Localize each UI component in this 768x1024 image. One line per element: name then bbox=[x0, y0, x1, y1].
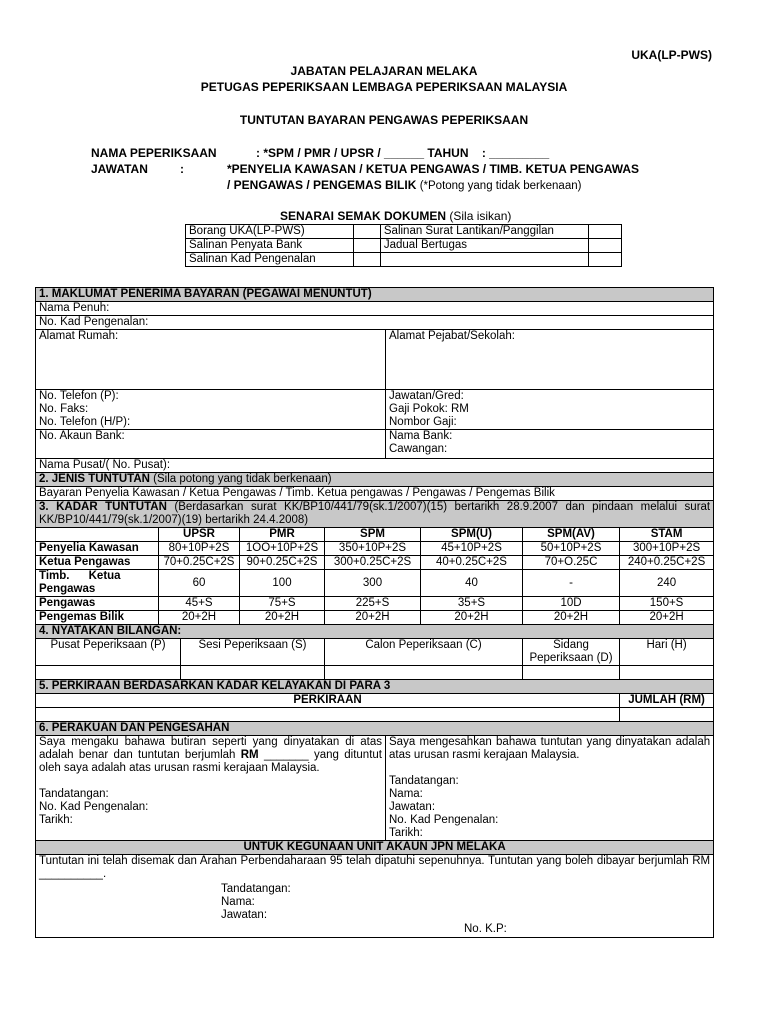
rate-cell: 225+S bbox=[325, 597, 421, 611]
section2-note: (Sila potong yang tidak berkenaan) bbox=[153, 473, 332, 485]
count-input[interactable] bbox=[620, 666, 714, 680]
checklist-title: SENARAI SEMAK DOKUMEN bbox=[280, 209, 447, 223]
checklist-checkbox[interactable] bbox=[353, 225, 380, 239]
job-fields[interactable] bbox=[386, 390, 714, 430]
checklist-item: Salinan Kad Pengenalan bbox=[186, 253, 354, 267]
bank-name-label: Nama Bank: bbox=[389, 430, 453, 442]
total-header: JUMLAH (RM) bbox=[620, 694, 714, 708]
rate-cell: 75+S bbox=[240, 597, 325, 611]
rate-cell: 80+10P+2S bbox=[159, 542, 240, 556]
section2-title: 2. JENIS TUNTUTAN bbox=[39, 473, 150, 485]
section2-heading bbox=[36, 473, 714, 487]
accounts-signature-label[interactable]: Tandatangan: bbox=[221, 883, 291, 895]
count-input[interactable] bbox=[36, 666, 181, 680]
position-grade-label: Jawatan/Gred: bbox=[389, 390, 464, 402]
checklist-heading bbox=[280, 209, 511, 223]
count-col-header: Hari (H) bbox=[620, 639, 714, 666]
accounts-unit-section bbox=[36, 855, 714, 938]
department-title: JABATAN PELAJARAN MELAKA bbox=[290, 64, 478, 78]
checklist-note: (Sila isikan) bbox=[449, 209, 512, 223]
checklist-item: Jadual Bertugas bbox=[380, 239, 588, 253]
count-col-header: Calon Peperiksaan (C) bbox=[325, 639, 523, 666]
rate-cell: 300+0.25C+2S bbox=[325, 556, 421, 570]
rate-cell: 240+0.25C+2S bbox=[620, 556, 714, 570]
rate-row bbox=[36, 570, 714, 597]
rate-cell: 35+S bbox=[421, 597, 523, 611]
rate-cell: 20+2H bbox=[240, 611, 325, 625]
accounts-sign-block bbox=[39, 883, 710, 922]
mobile-phone-label: No. Telefon (H/P): bbox=[39, 416, 131, 428]
rate-row-label: Timb. Ketua Pengawas bbox=[36, 570, 159, 597]
rate-row bbox=[36, 542, 714, 556]
rate-cell: 20+2H bbox=[523, 611, 620, 625]
rate-col-header: SPM bbox=[325, 528, 421, 542]
rate-cell: 60 bbox=[159, 570, 240, 597]
claimant-signature-label[interactable]: Tandatangan: bbox=[39, 788, 109, 800]
count-col-header: Sidang Peperiksaan (D) bbox=[523, 639, 620, 666]
rate-cell: 90+0.25C+2S bbox=[240, 556, 325, 570]
section6-title: 6. PERAKUAN DAN PENGESAHAN bbox=[36, 722, 714, 736]
checklist-item bbox=[380, 253, 588, 267]
branch-label: Cawangan: bbox=[389, 443, 448, 455]
rate-cell: 300 bbox=[325, 570, 421, 597]
rate-cell: 40 bbox=[421, 570, 523, 597]
checklist-checkbox[interactable] bbox=[588, 253, 621, 267]
phone-fields[interactable] bbox=[36, 390, 386, 430]
rate-cell: 240 bbox=[620, 570, 714, 597]
claim-type-options[interactable]: Bayaran Penyelia Kawasan / Ketua Pengawas / Timb. Ketua pengawas / Pengawas / Pengemas Bilik bbox=[36, 487, 714, 501]
checklist-item: Borang UKA(LP-PWS) bbox=[186, 225, 354, 239]
verifier-declaration bbox=[386, 736, 714, 841]
count-col-header: Sesi Peperiksaan (S) bbox=[181, 639, 325, 666]
claimant-ic-label[interactable]: No. Kad Pengenalan: bbox=[39, 801, 149, 813]
checklist-item: Salinan Penyata Bank bbox=[186, 239, 354, 253]
accounts-unit-text: Tuntutan ini telah disemak dan Arahan Perbendaharaan 95 telah dipatuhi sepenuhnya. Tuntutan yang boleh dibayar berjumlah RM __________. bbox=[39, 855, 711, 880]
organization-title: PETUGAS PEPERIKSAAN LEMBAGA PEPERIKSAAN MALAYSIA bbox=[200, 80, 568, 94]
rate-cell: 20+2H bbox=[325, 611, 421, 625]
rate-cell: 45+S bbox=[159, 597, 240, 611]
rate-cell: 300+10P+2S bbox=[620, 542, 714, 556]
rate-cell: 70+0.25C+2S bbox=[159, 556, 240, 570]
checklist-item: Salinan Surat Lantikan/Panggilan bbox=[380, 225, 588, 239]
claim-form-table bbox=[35, 287, 714, 938]
rate-cell: 350+10P+2S bbox=[325, 542, 421, 556]
office-address-field[interactable]: Alamat Pejabat/Sekolah: bbox=[386, 330, 714, 390]
rate-row-label: Pengemas Bilik bbox=[36, 611, 159, 625]
rate-cell: 70+O.25C bbox=[523, 556, 620, 570]
rate-cell: 20+2H bbox=[620, 611, 714, 625]
section3-heading bbox=[36, 501, 714, 528]
rate-cell: 150+S bbox=[620, 597, 714, 611]
count-col-header: Pusat Peperiksaan (P) bbox=[36, 639, 181, 666]
rate-cell: - bbox=[523, 570, 620, 597]
count-input[interactable] bbox=[325, 666, 523, 680]
fax-label: No. Faks: bbox=[39, 403, 89, 415]
rate-col-header: SPM(AV) bbox=[523, 528, 620, 542]
section3-note: (Berdasarkan surat KK/BP10/441/79(sk.1/2007)(15) bertarikh 28.9.2007 dan pindaan melalui surat KK/BP10/441/79(sk.1/2007)(19) bertarikh 24.4.2008) bbox=[39, 501, 711, 526]
total-input[interactable] bbox=[620, 708, 714, 722]
rate-row-label: Ketua Pengawas bbox=[36, 556, 159, 570]
rate-col-header: SPM(U) bbox=[421, 528, 523, 542]
rate-col-header: UPSR bbox=[159, 528, 240, 542]
position-note: (*Potong yang tidak berkenaan) bbox=[419, 180, 582, 192]
accounts-unit-title: UNTUK KEGUNAAN UNIT AKAUN JPN MELAKA bbox=[36, 841, 714, 855]
verifier-position-label[interactable]: Jawatan: bbox=[389, 801, 436, 813]
rate-cell: 45+10P+2S bbox=[421, 542, 523, 556]
office-phone-label: No. Telefon (P): bbox=[39, 390, 119, 402]
rate-cell: 40+0.25C+2S bbox=[421, 556, 523, 570]
rate-row-label: Penyelia Kawasan bbox=[36, 542, 159, 556]
claimant-declaration bbox=[36, 736, 386, 841]
count-input[interactable] bbox=[523, 666, 620, 680]
bank-account-field[interactable]: No. Akaun Bank: bbox=[36, 430, 386, 459]
checklist-row bbox=[186, 239, 622, 253]
rate-col-header: STAM bbox=[620, 528, 714, 542]
checklist-checkbox[interactable] bbox=[353, 239, 380, 253]
rate-row bbox=[36, 611, 714, 625]
ic-number-field[interactable]: No. Kad Pengenalan: bbox=[36, 316, 714, 330]
salary-number-label: Nombor Gaji: bbox=[389, 416, 457, 428]
form-code: UKA(LP-PWS) bbox=[631, 48, 712, 62]
home-address-field[interactable]: Alamat Rumah: bbox=[36, 330, 386, 390]
claimant-date-label[interactable]: Tarikh: bbox=[39, 814, 73, 826]
full-name-field[interactable]: Nama Penuh: bbox=[36, 302, 714, 316]
rate-cell: 20+2H bbox=[421, 611, 523, 625]
verifier-date-label[interactable]: Tarikh: bbox=[389, 827, 423, 839]
rate-row-label: Pengawas bbox=[36, 597, 159, 611]
declaration-text-cont: _______ yang dituntut oleh saya adalah atas urusan rasmi kerajaan Malaysia. bbox=[39, 749, 382, 774]
rate-cell: 50+10P+2S bbox=[523, 542, 620, 556]
section4-title: 4. NYATAKAN BILANGAN: bbox=[36, 625, 714, 639]
basic-salary-label: Gaji Pokok: RM bbox=[389, 403, 469, 415]
position-options-line1: *PENYELIA KAWASAN / KETUA PENGAWAS / TIMB. KETUA PENGAWAS bbox=[227, 162, 640, 176]
checklist-row bbox=[186, 253, 622, 267]
verifier-ic-label[interactable]: No. Kad Pengenalan: bbox=[389, 814, 499, 826]
accounts-name-label[interactable]: Nama: bbox=[221, 896, 255, 908]
verifier-signature-label[interactable]: Tandatangan: bbox=[389, 775, 459, 787]
checklist-checkbox[interactable] bbox=[353, 253, 380, 267]
rate-corner-cell bbox=[36, 528, 159, 542]
verifier-declaration-text: Saya mengesahkan bahawa tuntutan yang dinyatakan adalah atas urusan rasmi kerajaan Malaysia. bbox=[389, 736, 711, 761]
claimant-declaration-text bbox=[39, 736, 382, 775]
form-title: TUNTUTAN BAYARAN PENGAWAS PEPERIKSAAN bbox=[239, 113, 529, 127]
bank-fields[interactable] bbox=[386, 430, 714, 459]
checklist-row bbox=[186, 225, 622, 239]
section1-title: 1. MAKLUMAT PENERIMA BAYARAN (PEGAWAI MENUNTUT) bbox=[36, 288, 714, 302]
rate-cell: 100 bbox=[240, 570, 325, 597]
position-options-line2: / PENGAWAS / PENGEMAS BILIK bbox=[227, 178, 417, 192]
count-input[interactable] bbox=[181, 666, 325, 680]
accounts-ic-label[interactable]: No. K.P: bbox=[464, 923, 507, 935]
rate-row bbox=[36, 597, 714, 611]
declaration-text: Saya mengaku bahawa butiran seperti yang dinyatakan di atas adalah benar dan tuntutan berjumlah bbox=[39, 736, 382, 761]
exam-label: NAMA PEPERIKSAAN bbox=[91, 146, 217, 160]
declaration-rm: RM bbox=[240, 749, 259, 761]
section5-title: 5. PERKIRAAN BERDASARKAN KADAR KELAYAKAN DI PARA 3 bbox=[36, 680, 714, 694]
checklist-checkbox[interactable] bbox=[588, 239, 621, 253]
rate-cell: 10D bbox=[523, 597, 620, 611]
accounts-position-label[interactable]: Jawatan: bbox=[221, 909, 268, 921]
section3-title: 3. KADAR TUNTUTAN bbox=[39, 501, 167, 513]
exam-value: : *SPM / PMR / UPSR / ______ TAHUN : _________ bbox=[256, 146, 550, 160]
position-label: JAWATAN bbox=[91, 162, 148, 176]
position-colon: : bbox=[180, 162, 184, 176]
rate-cell: 1OO+10P+2S bbox=[240, 542, 325, 556]
verifier-name-label[interactable]: Nama: bbox=[389, 788, 423, 800]
checklist-table bbox=[185, 224, 622, 267]
calculation-header: PERKIRAAN bbox=[36, 694, 620, 708]
rate-col-header: PMR bbox=[240, 528, 325, 542]
centre-name-field[interactable]: Nama Pusat/( No. Pusat): bbox=[36, 459, 714, 473]
checklist-checkbox[interactable] bbox=[588, 225, 621, 239]
rate-row bbox=[36, 556, 714, 570]
calculation-input[interactable] bbox=[36, 708, 620, 722]
rate-cell: 20+2H bbox=[159, 611, 240, 625]
